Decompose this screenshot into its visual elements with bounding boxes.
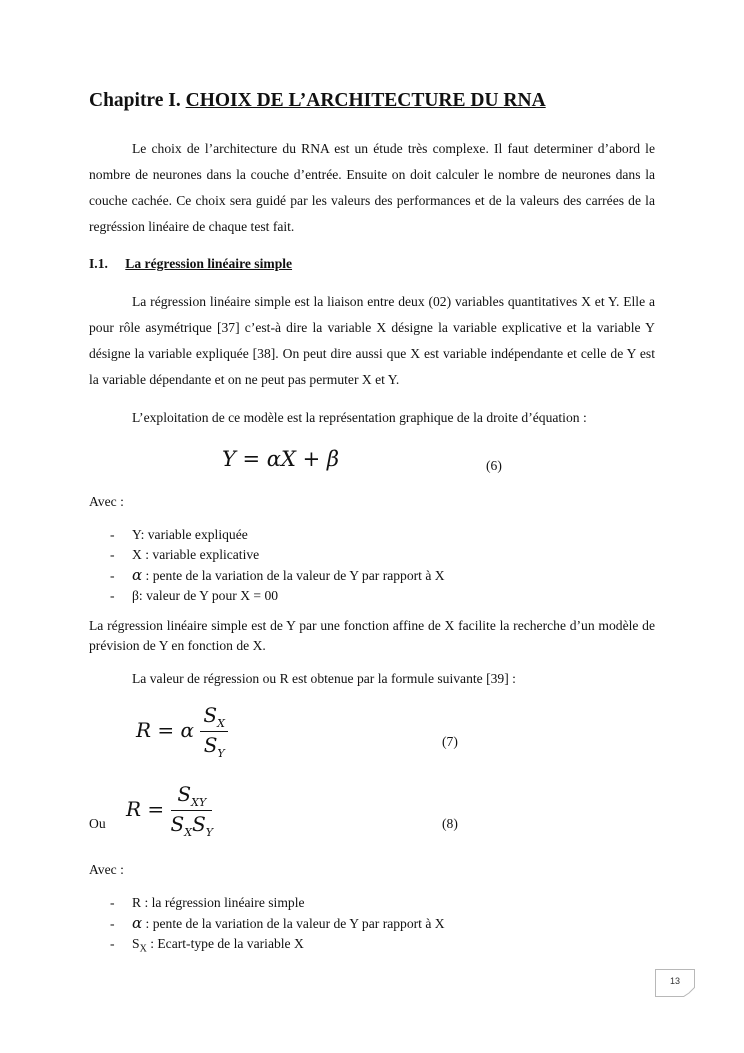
list-item: - α : pente de la variation de la valeur de Y par rapport à X — [110, 914, 445, 932]
page-number: 13 — [655, 969, 695, 997]
fraction: $\frac{S_X}{S_Y}$ — [200, 703, 228, 760]
list-item: - $S_X$ : Ecart-type de la variable X — [110, 936, 304, 955]
list-item: - α : pente de la variation de la valeur de Y par rapport à X — [110, 566, 445, 584]
list-item: - X : variable explicative — [110, 547, 260, 562]
equation-7-number: (7) — [442, 734, 458, 749]
list-item: - R : la régression linéaire simple — [110, 895, 305, 910]
equation-8-number: (8) — [442, 816, 458, 831]
fraction: $\frac{S_{XY}}{S_XS_Y}$ — [170, 782, 214, 839]
avec-label-1: Avec : — [89, 494, 124, 509]
avec-label-2: Avec : — [89, 862, 124, 877]
section-number: I.1. — [89, 256, 108, 271]
paragraph-definition: La régression linéaire simple est la liaison entre deux (02) variables quantitatives X et Y. Elle a pour rôle asymétrique [37] c’est-à dire la variable X désigne la variable explicative et la variable Y désigne la variable expliquée [38]. On peut dire aussi que X est variable indépendante et celle de Y est la variable dépendante et on ne peut pas permuter X et Y. — [89, 294, 655, 387]
variable-list-1 — [110, 525, 445, 606]
intro-paragraph: Le choix de l’architecture du RNA est un étude très complexe. Il faut determiner d’abord le nombre de neurones dans la couche d’entrée. Ensuite on doit calculer le nombre de neurones dans la couche cachée. Ce choix sera guidé par les valeurs des performances et de la valeurs des carrées de la regréssion linéaire de chaque test fait. — [89, 141, 655, 234]
equation-8: R = $\frac{S_{XY}}{S_XS_Y}$ — [126, 782, 214, 839]
equation-6-number: (6) — [486, 458, 502, 473]
list-item: - β: valeur de Y pour X = 00 — [110, 588, 279, 603]
paragraph-affine: La régression linéaire simple est de Y par une fonction affine de X facilite la recherche d’un modèle de prévision de Y en fonction de X. — [89, 618, 655, 653]
chapter-prefix: Chapitre I. — [89, 90, 181, 111]
equation-6: Y = αX + β — [222, 447, 340, 471]
chapter-heading — [89, 90, 546, 112]
ou-label: Ou — [89, 816, 106, 831]
paragraph-formula-intro: La valeur de régression ou R est obtenue par la formule suivante [39] : — [132, 671, 516, 686]
alpha-symbol: α — [132, 914, 143, 932]
paragraph-exploitation: L’exploitation de ce modèle est la représentation graphique de la droite d’équation : — [132, 410, 587, 425]
equation-7: R = α $\frac{S_X}{S_Y}$ — [136, 703, 228, 760]
section-title: La régression linéaire simple — [125, 256, 293, 271]
alpha-symbol: α — [132, 566, 143, 584]
list-item: - Y: variable expliquée — [110, 527, 248, 542]
section-heading — [89, 256, 292, 272]
chapter-title: CHOIX DE L’ARCHITECTURE DU RNA — [185, 90, 546, 111]
variable-list-2 — [110, 893, 445, 960]
page-fold-icon — [683, 987, 695, 997]
